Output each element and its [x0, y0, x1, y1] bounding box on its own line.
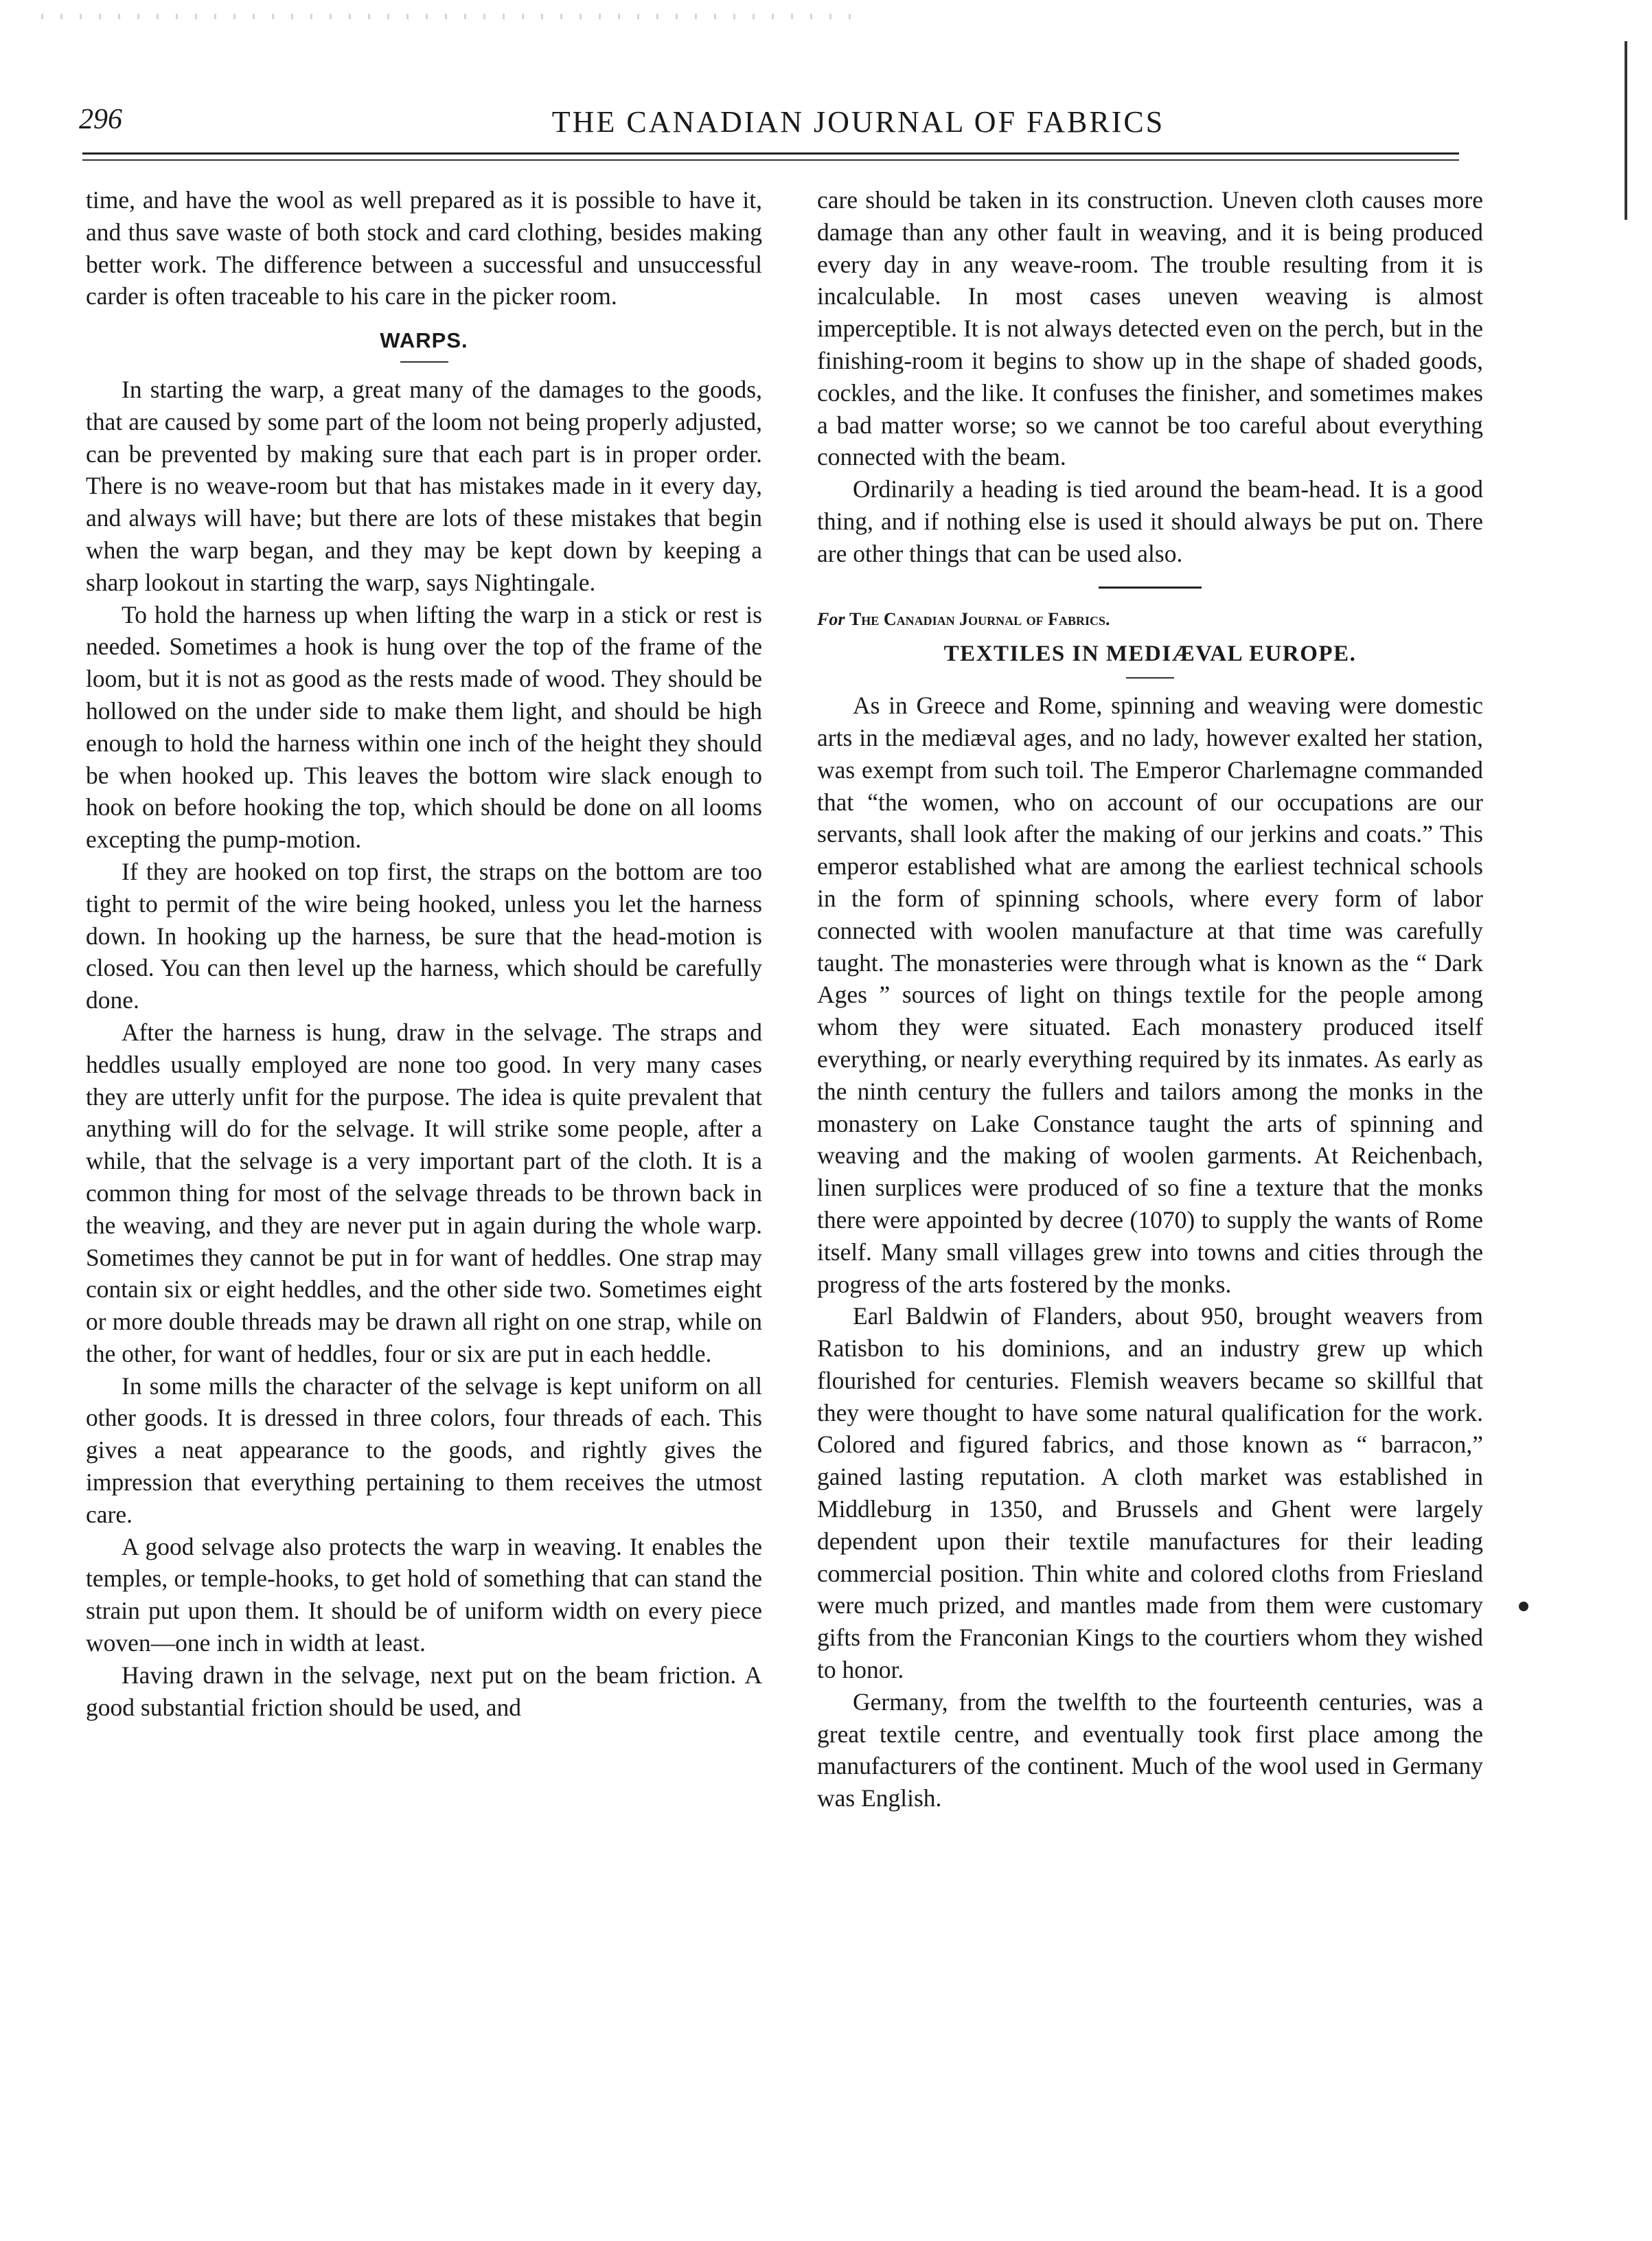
- article-divider: [1099, 587, 1202, 589]
- title-rule: [1126, 677, 1174, 679]
- continuation-paragraph: care should be taken in its construction. Uneven cloth causes more damage than any other fault in weaving, and it is being produced every day in any weave-room. The trouble resulting from it is incalculable. In most cases uneven weaving is almost imperceptible. It is not always detected even on the perch, but in the finishing-room it begins to show up in the shape of shaded goods, cockles, and the like. It confuses the finisher, and sometimes makes a bad matter worse; so we cannot be too careful about everything connected with the beam.: [817, 186, 1483, 471]
- intro-paragraph: time, and have the wool as well prepared as it is possible to have it, and thus save waste of both stock and card clothing, besides making better work. The difference between a successful and unsuccessful carder is often traceable to his care in the picker room.: [86, 186, 762, 310]
- article-paragraph: Germany, from the twelfth to the fourteenth centuries, was a great textile centre, and eventually took first place among the manufacturers of the continent. Much of the wool used in Germany was English.: [817, 1687, 1483, 1812]
- article-paragraph: As in Greece and Rome, spinning and weaving were domestic arts in the mediæval ages, and no lady, however exalted her station, was exempt from such toil. The Emperor Charlemagne commanded that “the women, who on account of our occupations are our servants, shall look after the making of our jerkins and coats.” This emperor established what are among the earliest technical schools in the form of spinning schools, where every form of labor connected with woolen manufacture at that time was carefully taught. The monasteries were through what is known as the “ Dark Ages ” sources of light on things textile for the people among whom they were situated. Each monastery produced itself everything, or nearly everything required by its inmates. As early as the ninth century the fullers and tailors among the monks in the monastery on Lake Constance taught the arts of spinning and weaving and the making of woolen garments. At Reichenbach, linen surplices were produced of so fine a texture that the monks there were appointed by decree (1070) to supply the wants of Rome itself. Many small villages grew into towns and cities through the progress of the arts fostered by the monks.: [817, 692, 1483, 1298]
- warps-paragraph: In starting the warp, a great many of the damages to the goods, that are caused by some part of the loom not being properly adjusted, can be prevented by making sure that each part is in proper order. There is no weave-room but that has mistakes made in it every day, and always will have; but there are lots of these mistakes that begin when the warp began, and they may be kept down by keeping a sharp lookout in starting the warp, says Nightingale.: [86, 375, 762, 596]
- warps-heading: WARPS.: [380, 328, 468, 353]
- journal-title: THE CANADIAN JOURNAL OF FABRICS: [551, 105, 1165, 139]
- warps-paragraph: To hold the harness up when lifting the warp in a stick or rest is needed. Sometimes a hook is hung over the top of the frame of the loom, but it is not as good as the rests made of wood. They should be hollowed on the under side to make them light, and should be high enough to hold the harness within one inch of the height they should be when hooked up. This leaves the bottom wire slack enough to hook on before hooking the top, which should be done on all looms excepting the pump-motion.: [86, 600, 762, 854]
- binding-edge-mark: [1625, 41, 1627, 220]
- article-paragraph: Earl Baldwin of Flanders, about 950, brought weavers from Ratisbon to his dominions, and an industry grew up which flourished for centuries. Flemish weavers became so skillful that they were thought to have some natural qualification for the work. Colored and figured fabrics, and those known as “ barracon,” gained lasting reputation. A cloth market was established in Middleburg in 1350, and Brussels and Ghent were largely dependent upon their textile manufactures for their leading commercial position. Thin white and colored cloths from Friesland were much prized, and mantles made from them were customary gifts from the Franconian Kings to the courtiers whom they wished to honor.: [817, 1302, 1483, 1684]
- warps-paragraph: In some mills the character of the selvage is kept uniform on all other goods. It is dressed in three colors, four threads of each. This gives a neat appearance to the goods, and rightly gives the impression that everything pertaining to them receives the utmost care.: [86, 1372, 762, 1528]
- left-column: [86, 184, 762, 1723]
- scan-speckle: [41, 14, 865, 19]
- byline-prefix: For: [817, 608, 845, 629]
- byline-source: The Canadian Journal of Fabrics.: [849, 608, 1110, 629]
- warps-paragraph: If they are hooked on top first, the straps on the bottom are too tight to permit of the wire being hooked, unless you let the harness down. In hooking up the harness, be sure that the head-motion is closed. You can then level up the harness, which should be carefully done.: [86, 857, 762, 1014]
- header-rule: [82, 152, 1459, 155]
- heading-rule: [400, 361, 448, 363]
- warps-paragraph: After the harness is hung, draw in the selvage. The straps and heddles usually employed are none too good. In very many cases they are utterly unfit for the purpose. The idea is quite prevalent that anything will do for the selvage. It will strike some people, after a while, that the selvage is a very important part of the cloth. It is a common thing for most of the selvage threads to be thrown back in the weaving, and they are never put in again during the whole warp. Sometimes they cannot be put in for want of heddles. One strap may contain six or eight heddles, and the other side two. Sometimes eight or more double threads may be drawn all right on one strap, while on the other, for want of heddles, four or six are put in each heddle.: [86, 1018, 762, 1367]
- heading-paragraph: Ordinarily a heading is tied around the beam-head. It is a good thing, and if nothing else is used it should always be put on. There are other things that can be used also.: [817, 475, 1483, 567]
- header-rule-secondary: [82, 159, 1459, 161]
- warps-paragraph: Having drawn in the selvage, next put on the beam friction. A good substantial friction should be used, and: [86, 1661, 762, 1721]
- margin-dot: [1519, 1602, 1528, 1611]
- article-byline: [817, 604, 1483, 636]
- right-column: [817, 184, 1483, 1815]
- warps-paragraph: A good selvage also protects the warp in weaving. It enables the temples, or temple-hooks, to get hold of something that can stand the strain put upon them. It should be of uniform width on every piece woven—one inch in width at least.: [86, 1532, 762, 1657]
- page-number: 296: [79, 104, 122, 135]
- article-title: TEXTILES IN MEDIÆVAL EUROPE.: [943, 641, 1357, 667]
